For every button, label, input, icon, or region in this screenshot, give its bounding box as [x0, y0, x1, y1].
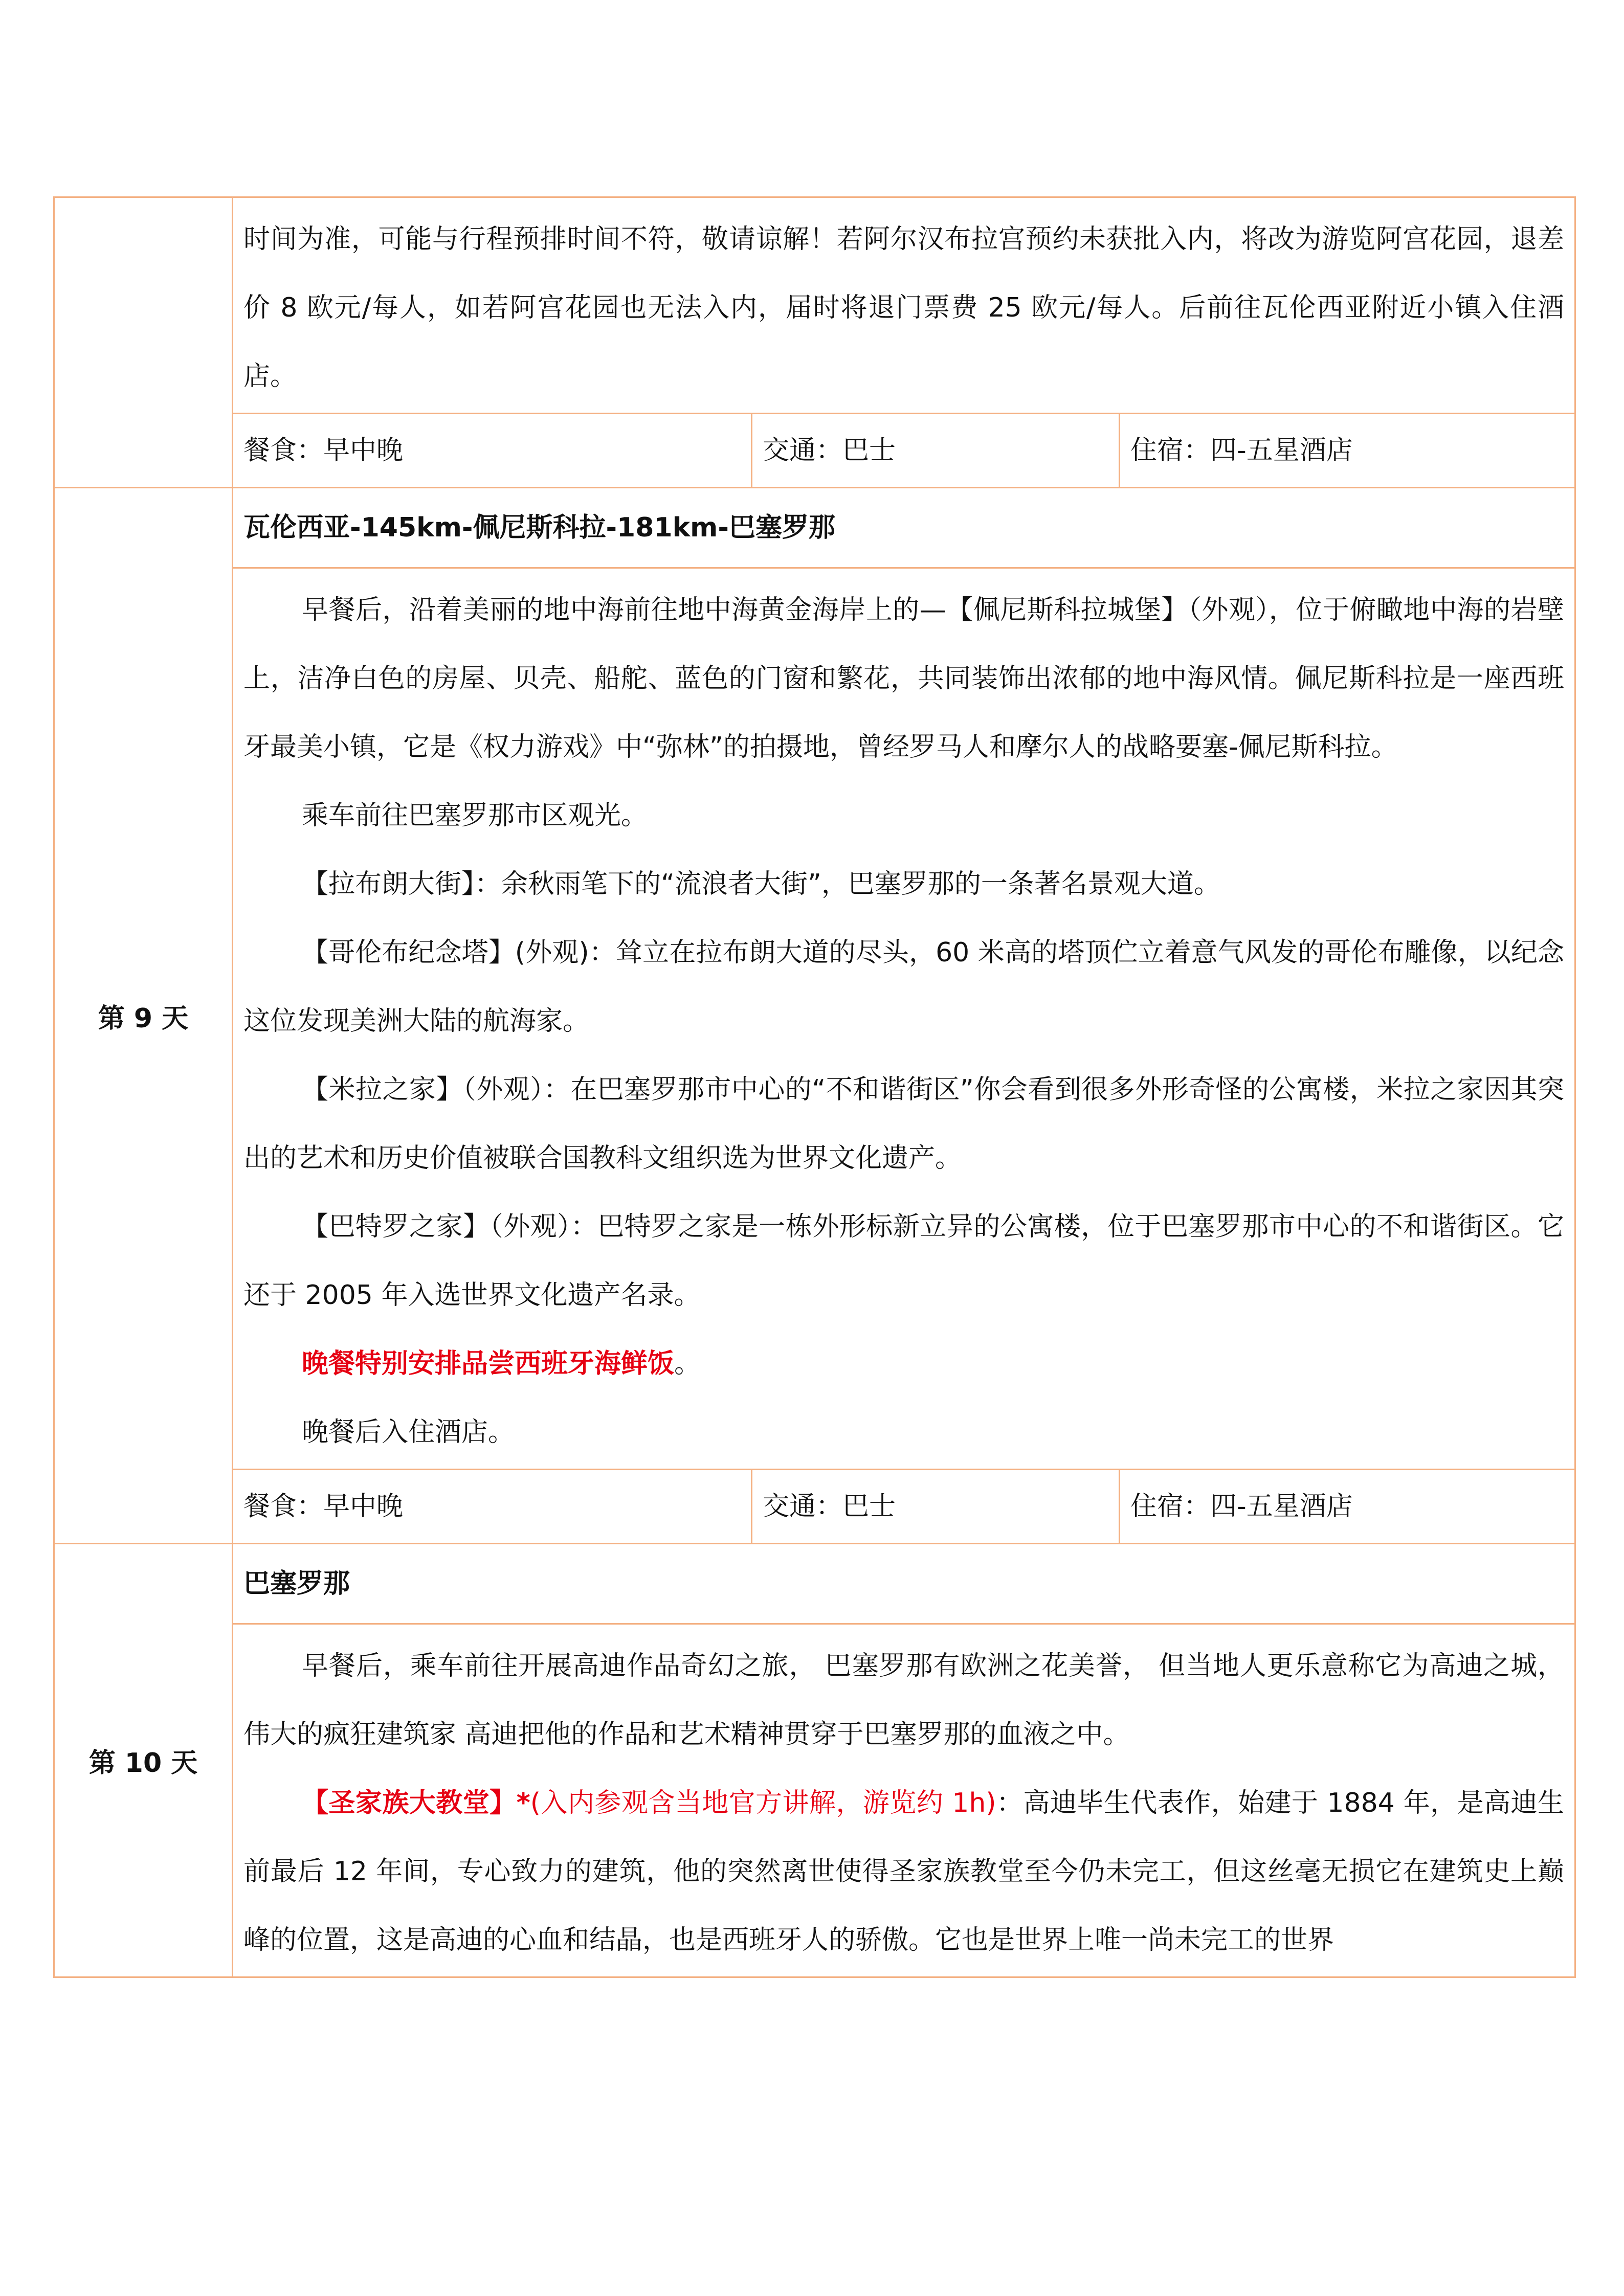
visit-note: (入内参观含当地官方讲解，游览约 1h) [530, 1788, 996, 1818]
dinner-highlight [243, 1330, 1564, 1398]
info-row [233, 1469, 1574, 1543]
itinerary-table [53, 196, 1576, 1978]
day-content-10 [233, 1544, 1574, 1976]
attraction-name: 【圣家族大教堂】* [302, 1788, 530, 1818]
description-day-9 [233, 569, 1574, 1469]
transport-cell: 交通：巴士 [752, 1470, 1120, 1543]
paragraph: 【米拉之家】（外观）：在巴塞罗那市中心的“不和谐街区”你会看到很多外形奇怪的公寓楼，米拉之家因其突出的艺术和历史价值被联合国教科文组织选为世界文化遗产。 [243, 1074, 1564, 1174]
day-label: 第 10 天 [55, 1544, 233, 1976]
paragraph: 【巴特罗之家】（外观）：巴特罗之家是一栋外形标新立异的公寓楼，位于巴塞罗那市中心的不和谐街区。它还于 2005 年入选世界文化遗产名录。 [243, 1211, 1564, 1311]
paragraph: 晚餐后入住酒店。 [302, 1417, 515, 1448]
day-row-10 [53, 1544, 1576, 1978]
paragraph: 【拉布朗大街】：余秋雨笔下的“流浪者大街”，巴塞罗那的一条著名景观大道。 [302, 869, 1220, 899]
meal-cell: 餐食：早中晚 [233, 1470, 752, 1543]
paragraph: 乘车前往巴塞罗那市区观光。 [302, 800, 648, 831]
day-content-9 [233, 488, 1574, 1543]
attraction-description: ：高迪毕生代表作，始建于 1884 年，是高迪生前最后 12 年间，专心致力的建筑，他的突然离世使得圣家族教堂至今仍未完工，但这丝毫无损它在建筑史上巅峰的位置，这是高迪的心血和结晶，也是西班牙人的骄傲。它也是世界上唯一尚未完工的世界 [243, 1788, 1564, 1955]
day-content-continued [233, 198, 1574, 487]
punctuation: 。 [674, 1348, 701, 1379]
day-row-9 [53, 488, 1576, 1544]
highlight-text: 晚餐特别安排品尝西班牙海鲜饭 [302, 1348, 675, 1379]
day-label: 第 9 天 [55, 488, 233, 1543]
day-label-empty [55, 198, 233, 487]
sagrada-familia-paragraph [243, 1769, 1564, 1974]
info-row [233, 413, 1574, 487]
description-day-10 [233, 1625, 1574, 1976]
transport-cell: 交通：巴士 [752, 414, 1120, 487]
day-row-continued [53, 196, 1576, 488]
hotel-cell: 住宿：四-五星酒店 [1130, 1491, 1353, 1522]
paragraph: 【哥伦布纪念塔】(外观)：耸立在拉布朗大道的尽头，60 米高的塔顶伫立着意气风发的哥伦布雕像，以纪念这位发现美洲大陆的航海家。 [243, 937, 1564, 1037]
meal-cell: 餐食：早中晚 [233, 414, 752, 487]
hotel-cell: 住宿：四-五星酒店 [1130, 435, 1353, 466]
paragraph: 早餐后，乘车前往开展高迪作品奇幻之旅， 巴塞罗那有欧洲之花美誉， 但当地人更乐意称它为高迪之城， 伟大的疯狂建筑家 高迪把他的作品和艺术精神贯穿于巴塞罗那的血液之中。 [243, 1651, 1564, 1750]
paragraph: 早餐后，沿着美丽的地中海前往地中海黄金海岸上的—【佩尼斯科拉城堡】（外观），位于俯瞰地中海的岩壁上，洁净白色的房屋、贝壳、船舵、蓝色的门窗和繁花，共同装饰出浓郁的地中海风情。佩尼斯科拉是一座西班牙最美小镇，它是《权力游戏》中“弥林”的拍摄地，曾经罗马人和摩尔人的战略要塞-佩尼斯科拉。 [243, 595, 1564, 762]
description-continued [233, 198, 1574, 413]
route-title: 瓦伦西亚-145km-佩尼斯科拉-181km-巴塞罗那 [233, 488, 1574, 569]
paragraph: 时间为准，可能与行程预排时间不符，敬请谅解！若阿尔汉布拉宫预约未获批入内，将改为游览阿宫花园，退差价 8 欧元/每人，如若阿宫花园也无法入内，届时将退门票费 25 欧元/每人。后前往瓦伦西亚附近小镇入住酒店。 [243, 224, 1564, 392]
route-title: 巴塞罗那 [233, 1544, 1574, 1625]
